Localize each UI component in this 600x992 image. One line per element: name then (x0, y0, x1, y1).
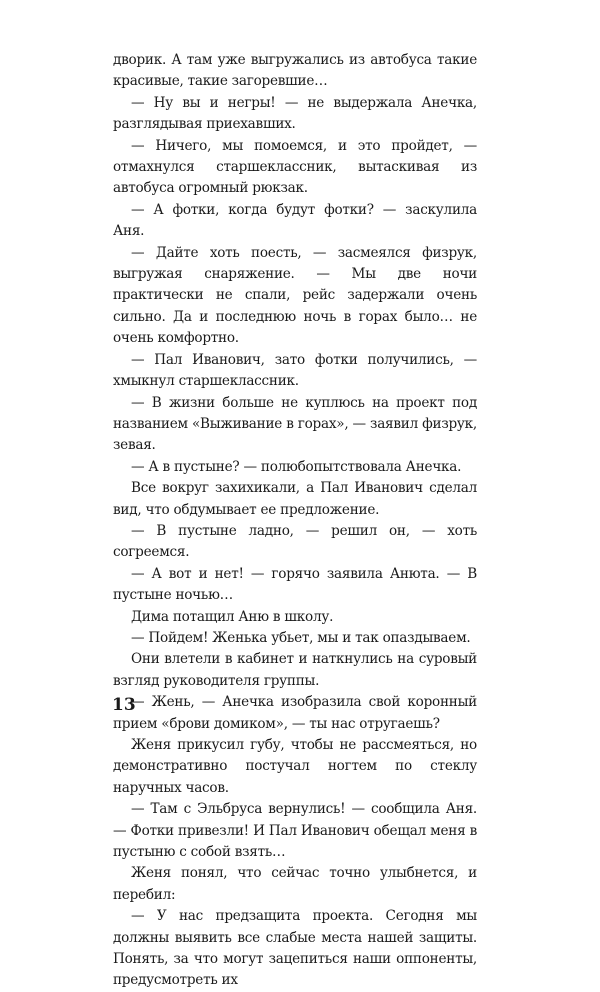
paragraph: Они влетели в кабинет и наткнулись на суровый взгляд руководителя группы. (113, 651, 477, 689)
page-number: 13 (112, 695, 136, 715)
paragraph: дворик. А там уже выгружались из автобуса такие красивые, такие загоревшие… (113, 52, 477, 90)
paragraph: — А фотки, когда будут фотки? — заскулила Аня. (113, 201, 477, 240)
paragraph: — Жень, — Анечка изобразила свой коронный прием «брови домиком», — ты нас отругаешь? (113, 694, 477, 732)
body-text (113, 50, 477, 992)
paragraph: Женя прикусил губу, чтобы не рассмеяться, но демонстративно постучал ногтем по стеклу наручных часов. (113, 737, 477, 796)
paragraph: — У нас предзащита проекта. Сегодня мы должны выявить все слабые места нашей защиты. Понять, за что могут зацепиться наши оппоненты, предусмотреть их (113, 908, 477, 989)
paragraph: — Там с Эльбруса вернулись! — сообщила Аня. — Фотки привезли! И Пал Иванович обещал меня в пустыню с собой взять… (113, 801, 477, 861)
paragraph: Дима потащил Аню в школу. (131, 608, 334, 625)
paragraph: — В жизни больше не куплюсь на проект под названием «Выживание в горах», — заявил физрук, зевая. (113, 394, 477, 454)
paragraph: — Ну вы и негры! — не выдержала Анечка, разглядывая приехавших. (113, 94, 477, 133)
paragraph: — А в пустыне? — полюбопытствовала Анечка. (131, 458, 462, 475)
paragraph: — Ничего, мы помоемся, и это пройдет, — отмахнулся старшеклассник, вытаскивая из автобуса огромный рюкзак. (113, 137, 477, 197)
paragraph: — Пойдем! Женька убьет, мы и так опаздываем. (131, 629, 471, 646)
paragraph: Женя понял, что сейчас точно улыбнется, и перебил: (113, 865, 477, 903)
paragraph: — А вот и нет! — горячо заявила Анюта. — В пустыне ночью… (113, 565, 477, 604)
paragraph: — Дайте хоть поесть, — засмеялся физрук, выгружая снаряжение. — Мы две ночи практически не спали, рейс задержали очень сильно. Да и последнюю ночь в горах было… не очень комфортно. (113, 244, 477, 347)
paragraph: — В пустыне ладно, — решил он, — хоть согреемся. (113, 522, 477, 561)
paragraph: Все вокруг захихикали, а Пал Иванович сделал вид, что обдумывает ее предложение. (113, 480, 477, 518)
paragraph: — Пал Иванович, зато фотки получились, — хмыкнул старшеклассник. (113, 351, 477, 390)
